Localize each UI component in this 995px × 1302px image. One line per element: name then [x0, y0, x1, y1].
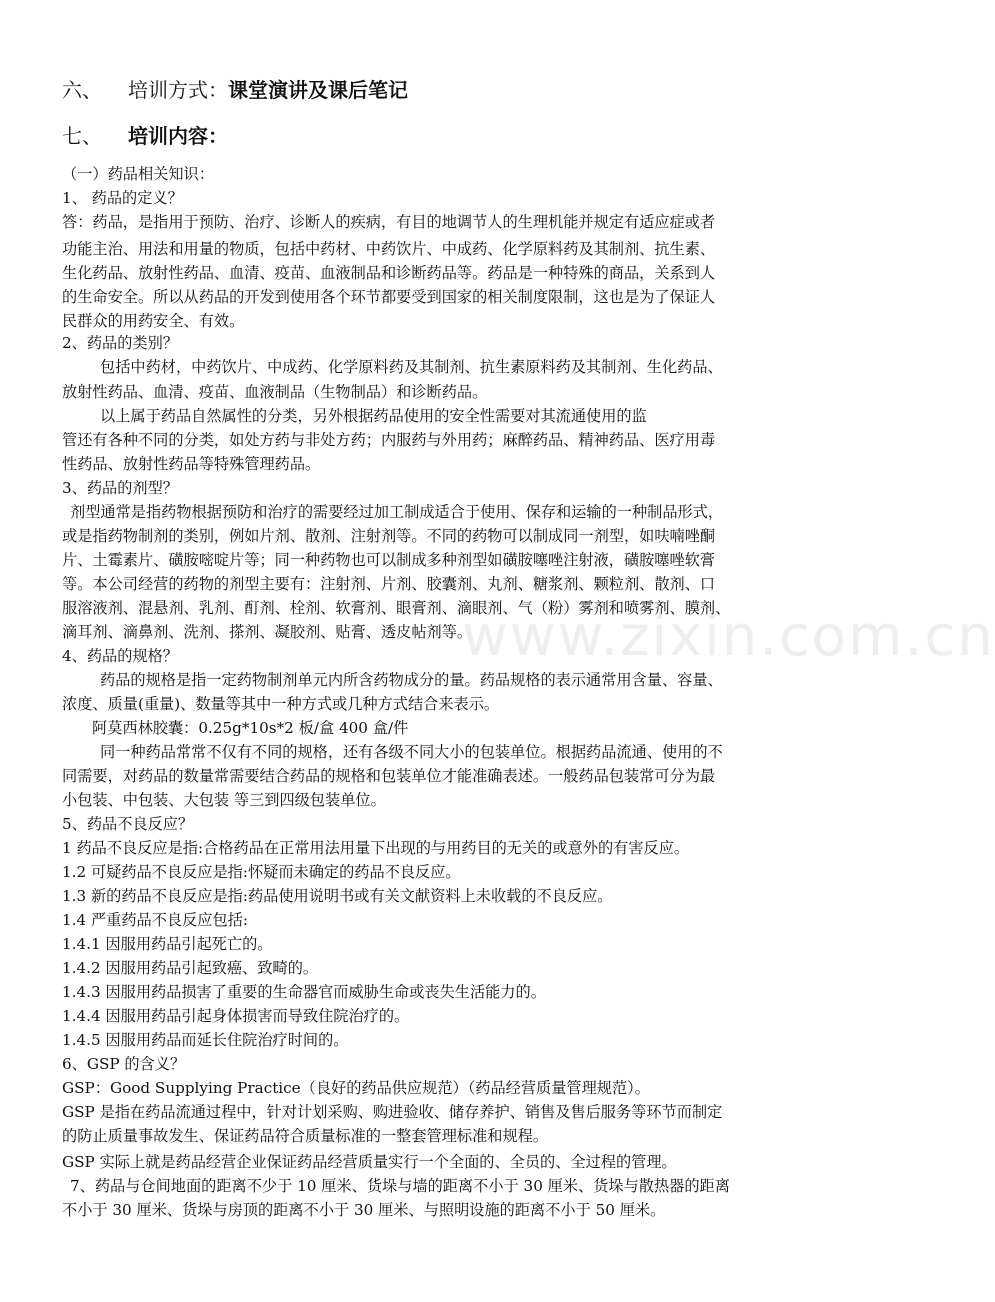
text-line: 剂型通常是指药物根据预防和治疗的需要经过加工制成适合于使用、保存和运输的一种制品形式，: [70, 503, 724, 521]
text-line: 的防止质量事故发生、保证药品符合质量标准的一整套管理标准和规程。: [62, 1127, 548, 1145]
list-item: 1.4.4 因服用药品引起身体损害而导致住院治疗的。: [62, 1007, 410, 1025]
text-line: 管还有各种不同的分类，如处方药与非处方药；内服药与外用药；麻醉药品、精神药品、医疗用毒: [62, 431, 716, 449]
text-line: 包括中药材，中药饮片、中成药、化学原料药及其制剂、抗生素原料药及其制剂、生化药品、: [100, 358, 723, 376]
text-line: 放射性药品、血清、疫苗、血液制品（生物制品）和诊断药品。: [62, 383, 488, 401]
text-line: 不小于 30 厘米、货垛与房顶的距离不小于 30 厘米、与照明设施的距离不小于 50 厘米。: [62, 1201, 666, 1219]
text-line: 浓度、质量(重量)、数量等其中一种方式或几种方式结合来表示。: [62, 695, 500, 713]
section-number: 七、: [62, 124, 102, 148]
section-6-heading: [62, 76, 408, 104]
list-item: 1 药品不良反应是指:合格药品在正常用法用量下出现的与用药目的无关的或意外的有害反应。: [62, 839, 690, 857]
text-line: GSP 是指在药品流通过程中，针对计划采购、购进验收、储存养护、销售及售后服务等环节而制定: [62, 1103, 723, 1121]
text-line: 以上属于药品自然属性的分类，另外根据药品使用的安全性需要对其流通使用的监: [100, 407, 647, 425]
list-item: 1.4.1 因服用药品引起死亡的。: [62, 935, 273, 953]
text-line: 答：药品，是指用于预防、治疗、诊断人的疾病，有目的地调节人的生理机能并规定有适应症或者: [62, 213, 716, 231]
text-line: 滴耳剂、滴鼻剂、洗剂、搽剂、凝胶剂、贴膏、透皮帖剂等。: [62, 623, 473, 641]
list-item: 1.4.2 因服用药品引起致癌、致畸的。: [62, 959, 319, 977]
text-line: GSP：Good Supplying Practice（良好的药品供应规范）（药品经营质量管理规范）。: [62, 1079, 650, 1097]
text-line: 的生命安全。所以从药品的开发到使用各个环节都要受到国家的相关制度限制，这也是为了保证人: [62, 288, 716, 306]
text-line: 药品的规格是指一定药物制剂单元内所含药物成分的量。药品规格的表示通常用含量、容量、: [100, 671, 723, 689]
question-6: 6、GSP 的含义？: [62, 1055, 186, 1073]
text-line: 功能主治、用法和用量的物质，包括中药材、中药饮片、中成药、化学原料药及其制剂、抗生素、: [62, 240, 716, 258]
section-6-value: 课堂演讲及课后笔记: [228, 78, 408, 102]
text-line: 服溶液剂、混悬剂、乳剂、酊剂、栓剂、软膏剂、眼膏剂、滴眼剂、气（粉）雾剂和喷雾剂、膜剂、: [62, 599, 731, 617]
list-item: 1.3 新的药品不良反应是指:药品使用说明书或有关文献资料上未收载的不良反应。: [62, 887, 613, 905]
text-line: 同一种药品常常不仅有不同的规格，还有各级不同大小的包装单位。根据药品流通、使用的不: [100, 743, 723, 761]
text-line: 同需要，对药品的数量常需要结合药品的规格和包装单位才能准确表述。一般药品包装常可分为最: [62, 767, 716, 785]
watermark: www.zixin.com.cn: [462, 604, 995, 669]
question-4: 4、药品的规格？: [62, 647, 178, 665]
text-line: 片、土霉素片、磺胺嘧啶片等；同一种药物也可以制成多种剂型如磺胺噻唑注射液，磺胺噻唑软膏: [62, 551, 716, 569]
text-line: 性药品、放射性药品等特殊管理药品。: [62, 455, 321, 473]
text-line: 民群众的用药安全、有效。: [62, 312, 245, 330]
text-line: 或是指药物制剂的类别，例如片剂、散剂、注射剂等。不同的药物可以制成同一剂型，如呋喃唑酮: [62, 527, 716, 545]
subsection-heading: （一）药品相关知识：: [62, 165, 214, 183]
section-number: 六、: [62, 78, 102, 102]
list-item: 1.4 严重药品不良反应包括:: [62, 911, 248, 929]
text-line: 生化药品、放射性药品、血清、疫苗、血液制品和诊断药品等。药品是一种特殊的商品，关系到人: [62, 264, 716, 282]
list-item: 1.2 可疑药品不良反应是指:怀疑而未确定的药品不良反应。: [62, 863, 461, 881]
section-6-label: 培训方式：: [128, 78, 228, 102]
question-5: 5、药品不良反应？: [62, 815, 194, 833]
section-7-heading: [62, 122, 228, 150]
text-line: 等。本公司经营的药物的剂型主要有：注射剂、片剂、胶囊剂、丸剂、糖浆剂、颗粒剂、散剂、口: [62, 575, 716, 593]
question-1: 1、 药品的定义？: [62, 189, 183, 207]
text-line: GSP 实际上就是药品经营企业保证药品经营质量实行一个全面的、全员的、全过程的管理。: [62, 1153, 677, 1171]
section-7-label: 培训内容：: [128, 124, 228, 148]
list-item: 1.4.5 因服用药品而延长住院治疗时间的。: [62, 1031, 349, 1049]
question-2: 2、药品的类别？: [62, 334, 178, 352]
question-3: 3、药品的剂型？: [62, 479, 178, 497]
text-line: 小包装、中包装、大包装 等三到四级包装单位。: [62, 791, 386, 809]
example-spec: 阿莫西林胶囊：0.25g*10s*2 板/盒 400 盒/件: [92, 719, 409, 737]
item-7: 7、药品与仓间地面的距离不少于 10 厘米、货垛与墙的距离不小于 30 厘米、货垛与散热器的距离: [70, 1177, 730, 1195]
list-item: 1.4.3 因服用药品损害了重要的生命器官而威胁生命或丧失生活能力的。: [62, 983, 546, 1001]
